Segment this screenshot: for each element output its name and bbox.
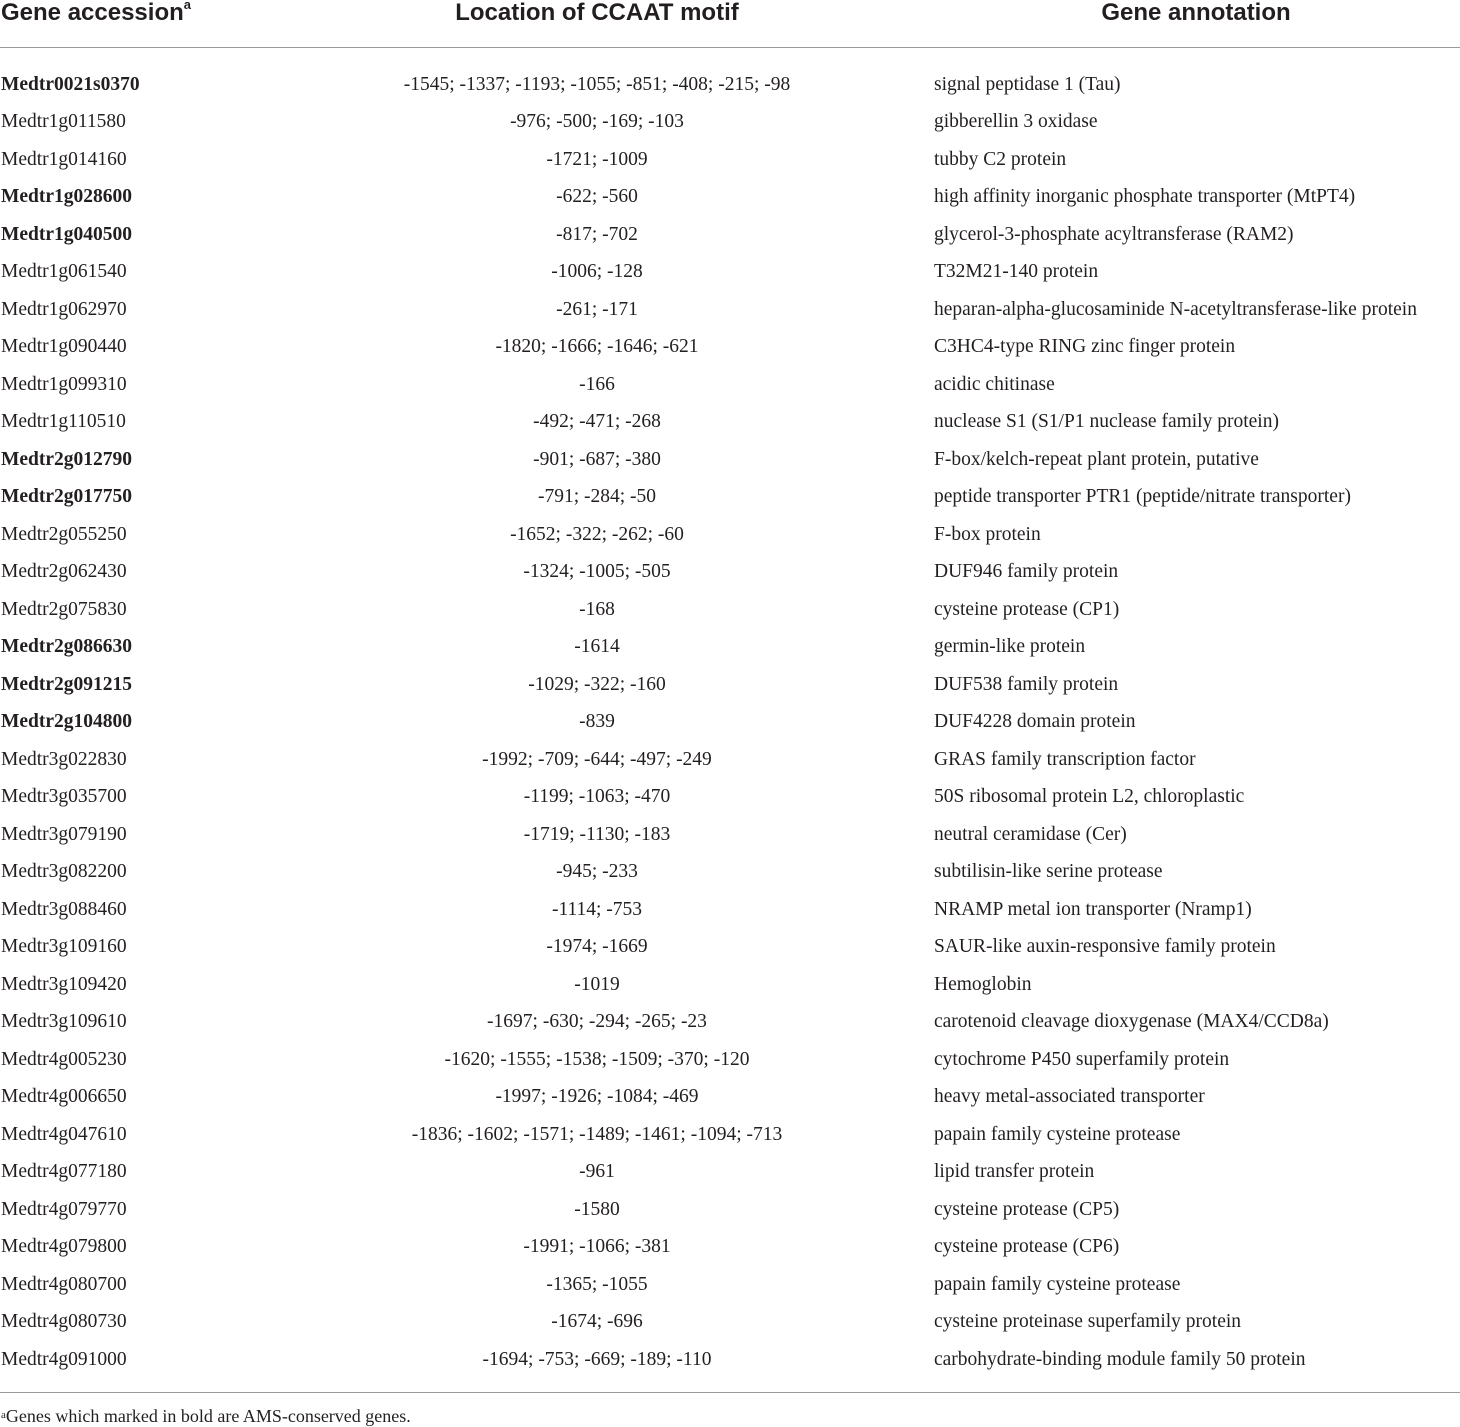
header-gene-accession-label: Gene accession (1, 0, 184, 26)
ccaat-location-cell: -1991; -1066; -381 (523, 1236, 671, 1258)
table-row (0, 816, 1460, 854)
gene-accession-cell: Medtr1g011580 (1, 111, 126, 133)
gene-annotation-cell: germin-like protein (934, 636, 1086, 658)
table-row (0, 741, 1460, 779)
table-footnote (0, 1405, 1460, 1427)
gene-accession-cell: Medtr1g040500 (1, 223, 133, 245)
gene-accession-cell: Medtr4g005230 (1, 1048, 127, 1070)
table-row (0, 591, 1460, 629)
ccaat-location-cell: -976; -500; -169; -103 (510, 111, 684, 133)
gene-annotation-cell: cysteine protease (CP6) (934, 1236, 1120, 1258)
ccaat-location-cell: -1614 (574, 636, 620, 658)
ccaat-location-cell: -1620; -1555; -1538; -1509; -370; -120 (444, 1048, 750, 1070)
table-row (0, 629, 1460, 667)
gene-annotation-cell: cysteine protease (CP1) (934, 598, 1120, 620)
ccaat-location-cell: -1199; -1063; -470 (523, 786, 671, 808)
ccaat-location-cell: -168 (579, 598, 615, 620)
gene-annotation-cell: DUF946 family protein (934, 561, 1119, 583)
table-row (0, 1191, 1460, 1229)
ccaat-location-cell: -901; -687; -380 (533, 448, 661, 470)
gene-annotation-cell: lipid transfer protein (934, 1161, 1095, 1183)
table-row (0, 779, 1460, 817)
table-row (0, 1266, 1460, 1304)
table-bottom-rule (0, 1392, 1460, 1393)
table-row (0, 441, 1460, 479)
header-gene-accession (0, 0, 262, 48)
table-row (0, 554, 1460, 592)
gene-accession-cell: Medtr3g109420 (1, 973, 127, 995)
gene-annotation-cell: heavy metal-associated transporter (934, 1086, 1205, 1108)
gene-accession-cell: Medtr3g079190 (1, 823, 127, 845)
table-row (0, 666, 1460, 704)
gene-annotation-cell: 50S ribosomal protein L2, chloroplastic (934, 786, 1245, 808)
gene-accession-cell: Medtr1g062970 (1, 298, 127, 320)
ccaat-location-cell: -1029; -322; -160 (528, 673, 666, 695)
gene-accession-cell: Medtr3g082200 (1, 861, 127, 883)
ccaat-location-cell: -945; -233 (556, 861, 638, 883)
ccaat-location-cell: -1019 (574, 973, 620, 995)
table-header (0, 0, 1460, 48)
gene-accession-cell: Medtr1g028600 (1, 186, 133, 208)
gene-annotation-cell: cytochrome P450 superfamily protein (934, 1048, 1230, 1070)
table-row (0, 104, 1460, 142)
gene-annotation-cell: F-box/kelch-repeat plant protein, putative (934, 448, 1259, 470)
table-row (0, 329, 1460, 367)
table-row (0, 1304, 1460, 1342)
gene-annotation-cell: tubby C2 protein (934, 148, 1067, 170)
gene-accession-cell: Medtr4g079800 (1, 1236, 127, 1258)
table-row (0, 1004, 1460, 1042)
table-row (0, 1079, 1460, 1117)
gene-annotation-cell: glycerol-3-phosphate acyltransferase (RAM2) (934, 223, 1294, 245)
ccaat-location-cell: -166 (579, 373, 615, 395)
ccaat-location-cell: -1114; -753 (551, 898, 643, 920)
gene-annotation-cell: nuclease S1 (S1/P1 nuclease family protein) (934, 411, 1279, 433)
gene-accession-cell: Medtr4g047610 (1, 1123, 127, 1145)
gene-annotation-cell: neutral ceramidase (Cer) (934, 823, 1127, 845)
gene-annotation-cell: cysteine proteinase superfamily protein (934, 1311, 1242, 1333)
table-row (0, 891, 1460, 929)
ccaat-location-cell: -1974; -1669 (546, 936, 648, 958)
table-row (0, 966, 1460, 1004)
gene-annotation-cell: gibberellin 3 oxidase (934, 111, 1098, 133)
gene-accession-cell: Medtr2g017750 (1, 486, 133, 508)
table-row (0, 179, 1460, 217)
ccaat-location-cell: -961 (579, 1161, 615, 1183)
gene-accession-cell: Medtr0021s0370 (1, 73, 140, 95)
header-footnote-marker: a (183, 0, 191, 12)
ccaat-location-cell: -1721; -1009 (546, 148, 648, 170)
gene-accession-cell: Medtr2g012790 (1, 448, 133, 470)
table-row (0, 704, 1460, 742)
gene-annotation-cell: T32M21-140 protein (934, 261, 1099, 283)
gene-accession-cell: Medtr3g109610 (1, 1011, 127, 1033)
gene-annotation-cell: peptide transporter PTR1 (peptide/nitrate transporter) (934, 486, 1351, 508)
gene-accession-cell: Medtr2g091215 (1, 673, 133, 695)
gene-accession-cell: Medtr3g035700 (1, 786, 127, 808)
table-row (0, 1229, 1460, 1267)
gene-annotation-cell: DUF4228 domain protein (934, 711, 1136, 733)
ccaat-location-cell: -1365; -1055 (546, 1273, 648, 1295)
gene-accession-cell: Medtr2g104800 (1, 711, 133, 733)
table-body (0, 48, 1460, 1379)
gene-annotation-cell: carotenoid cleavage dioxygenase (MAX4/CCD8a) (934, 1011, 1329, 1033)
gene-accession-cell: Medtr3g109160 (1, 936, 127, 958)
gene-annotation-cell: signal peptidase 1 (Tau) (934, 73, 1121, 95)
gene-annotation-cell: papain family cysteine protease (934, 1273, 1181, 1295)
gene-accession-cell: Medtr4g091000 (1, 1348, 127, 1370)
ccaat-location-cell: -1006; -128 (551, 261, 643, 283)
ccaat-location-cell: -1836; -1602; -1571; -1489; -1461; -1094; -713 (411, 1123, 783, 1145)
table-row (0, 141, 1460, 179)
ccaat-location-cell: -622; -560 (556, 186, 638, 208)
gene-accession-cell: Medtr1g110510 (1, 411, 126, 433)
ccaat-location-cell: -1324; -1005; -505 (523, 561, 671, 583)
ccaat-location-cell: -261; -171 (556, 298, 638, 320)
gene-annotation-cell: DUF538 family protein (934, 673, 1119, 695)
gene-accession-cell: Medtr2g062430 (1, 561, 127, 583)
gene-accession-cell: Medtr1g061540 (1, 261, 127, 283)
table-row (0, 854, 1460, 892)
gene-annotation-cell: acidic chitinase (934, 373, 1055, 395)
table-row (0, 291, 1460, 329)
ccaat-location-cell: -791; -284; -50 (537, 486, 657, 508)
gene-annotation-cell: heparan-alpha-glucosaminide N-acetyltransferase-like protein (934, 298, 1417, 320)
ccaat-location-cell: -1580 (574, 1198, 620, 1220)
ccaat-location-cell: -1545; -1337; -1193; -1055; -851; -408; -215; -98 (403, 73, 791, 95)
gene-accession-cell: Medtr1g099310 (1, 373, 127, 395)
ccaat-location-cell: -1820; -1666; -1646; -621 (495, 336, 699, 358)
table-row (0, 366, 1460, 404)
table-row (0, 929, 1460, 967)
table-row (0, 516, 1460, 554)
table-row (0, 48, 1460, 104)
footnote-marker: a (1, 1408, 6, 1421)
ccaat-location-cell: -1694; -753; -669; -189; -110 (482, 1348, 712, 1370)
gene-annotation-cell: F-box protein (934, 523, 1041, 545)
ccaat-location-cell: -839 (579, 711, 615, 733)
ccaat-location-cell: -1997; -1926; -1084; -469 (495, 1086, 699, 1108)
gene-accession-cell: Medtr1g090440 (1, 336, 127, 358)
footnote-text: Genes which marked in bold are AMS-conserved genes. (5, 1405, 411, 1426)
table-row (0, 1341, 1460, 1379)
gene-annotation-cell: C3HC4-type RING zinc finger protein (934, 336, 1236, 358)
gene-annotation-cell: high affinity inorganic phosphate transporter (MtPT4) (934, 186, 1356, 208)
gene-annotation-cell: SAUR-like auxin-responsive family protein (934, 936, 1276, 958)
ccaat-location-cell: -1674; -696 (551, 1311, 643, 1333)
gene-accession-cell: Medtr2g055250 (1, 523, 127, 545)
gene-accession-cell: Medtr1g014160 (1, 148, 127, 170)
gene-annotation-cell: subtilisin-like serine protease (934, 861, 1163, 883)
ccaat-location-cell: -1652; -322; -262; -60 (510, 523, 684, 545)
gene-accession-cell: Medtr4g080700 (1, 1273, 127, 1295)
gene-annotation-cell: NRAMP metal ion transporter (Nramp1) (934, 898, 1252, 920)
table-row (0, 1116, 1460, 1154)
gene-annotation-cell: cysteine protease (CP5) (934, 1198, 1120, 1220)
header-row (0, 0, 1460, 48)
gene-annotation-cell: Hemoglobin (934, 973, 1032, 995)
gene-accession-cell: Medtr2g075830 (1, 598, 127, 620)
ccaat-location-cell: -1992; -709; -644; -497; -249 (482, 748, 712, 770)
gene-annotation-cell: papain family cysteine protease (934, 1123, 1181, 1145)
table-row (0, 254, 1460, 292)
ccaat-location-cell: -492; -471; -268 (533, 411, 661, 433)
gene-annotation-cell: GRAS family transcription factor (934, 748, 1196, 770)
gene-accession-cell: Medtr4g077180 (1, 1161, 127, 1183)
gene-accession-cell: Medtr3g022830 (1, 748, 127, 770)
header-annotation: Gene annotation (932, 0, 1460, 48)
table-row (0, 216, 1460, 254)
table-row (0, 1041, 1460, 1079)
ccaat-location-cell: -1697; -630; -294; -265; -23 (487, 1011, 707, 1033)
table-row (0, 1154, 1460, 1192)
ccaat-location-cell: -1719; -1130; -183 (523, 823, 671, 845)
gene-accession-cell: Medtr2g086630 (1, 636, 133, 658)
header-location: Location of CCAAT motif (262, 0, 932, 48)
table-row (0, 404, 1460, 442)
gene-accession-cell: Medtr4g080730 (1, 1311, 127, 1333)
ccaat-location-cell: -817; -702 (556, 223, 638, 245)
gene-accession-cell: Medtr4g006650 (1, 1086, 127, 1108)
gene-accession-cell: Medtr3g088460 (1, 898, 127, 920)
table-row (0, 479, 1460, 517)
gene-accession-cell: Medtr4g079770 (1, 1198, 127, 1220)
gene-annotation-cell: carbohydrate-binding module family 50 protein (934, 1348, 1306, 1370)
